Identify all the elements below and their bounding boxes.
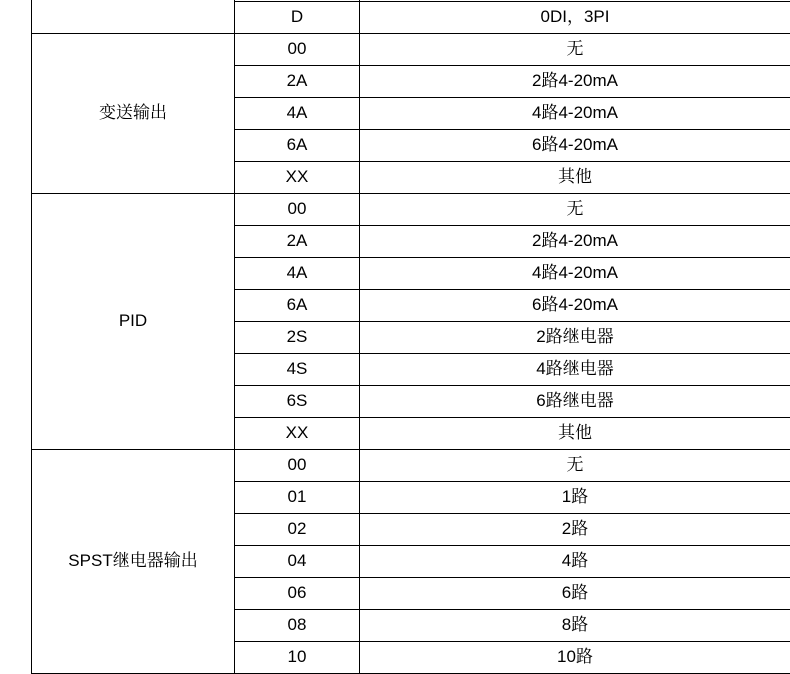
description-cell: 6路4-20mA bbox=[360, 290, 790, 322]
code-cell: 6A bbox=[235, 130, 360, 162]
code-cell: 2S bbox=[235, 322, 360, 354]
description-cell: 1路 bbox=[360, 482, 790, 514]
description-cell: 6路 bbox=[360, 578, 790, 610]
description-cell: 无 bbox=[360, 194, 790, 226]
description-cell: 6路4-20mA bbox=[360, 130, 790, 162]
table-body bbox=[32, 0, 790, 674]
code-cell: 2A bbox=[235, 226, 360, 258]
code-cell: 04 bbox=[235, 546, 360, 578]
code-cell: XX bbox=[235, 418, 360, 450]
description-cell: 4路 bbox=[360, 546, 790, 578]
description-cell: 2路继电器 bbox=[360, 322, 790, 354]
description-cell: 其他 bbox=[360, 418, 790, 450]
description-cell: 无 bbox=[360, 450, 790, 482]
code-cell: 00 bbox=[235, 34, 360, 66]
code-cell: 00 bbox=[235, 194, 360, 226]
code-cell: 6A bbox=[235, 290, 360, 322]
code-cell: XX bbox=[235, 162, 360, 194]
code-cell: 02 bbox=[235, 514, 360, 546]
description-cell: 6路继电器 bbox=[360, 386, 790, 418]
table-row bbox=[32, 194, 790, 226]
category-cell: SPST继电器输出 bbox=[32, 450, 235, 674]
code-cell: 06 bbox=[235, 578, 360, 610]
description-cell: 2路4-20mA bbox=[360, 66, 790, 98]
category-cell: PID bbox=[32, 194, 235, 450]
code-cell: 10 bbox=[235, 642, 360, 674]
category-cell: 变送输出 bbox=[32, 34, 235, 194]
code-cell: 2A bbox=[235, 66, 360, 98]
code-cell: 08 bbox=[235, 610, 360, 642]
description-cell: 2路 bbox=[360, 514, 790, 546]
description-cell: 无 bbox=[360, 34, 790, 66]
specification-table bbox=[31, 0, 790, 674]
category-cell bbox=[32, 0, 235, 34]
code-cell: 4A bbox=[235, 98, 360, 130]
table-row bbox=[32, 450, 790, 482]
description-cell: 4路4-20mA bbox=[360, 258, 790, 290]
description-cell: 4路继电器 bbox=[360, 354, 790, 386]
code-cell: 01 bbox=[235, 482, 360, 514]
table-row bbox=[32, 34, 790, 66]
description-cell: 8路 bbox=[360, 610, 790, 642]
description-cell: 0DI，3PI bbox=[360, 2, 790, 34]
code-cell: 6S bbox=[235, 386, 360, 418]
code-cell: 00 bbox=[235, 450, 360, 482]
code-cell: D bbox=[235, 2, 360, 34]
code-cell: 4A bbox=[235, 258, 360, 290]
description-cell: 10路 bbox=[360, 642, 790, 674]
description-cell: 2路4-20mA bbox=[360, 226, 790, 258]
description-cell: 其他 bbox=[360, 162, 790, 194]
code-cell: 4S bbox=[235, 354, 360, 386]
description-cell: 4路4-20mA bbox=[360, 98, 790, 130]
